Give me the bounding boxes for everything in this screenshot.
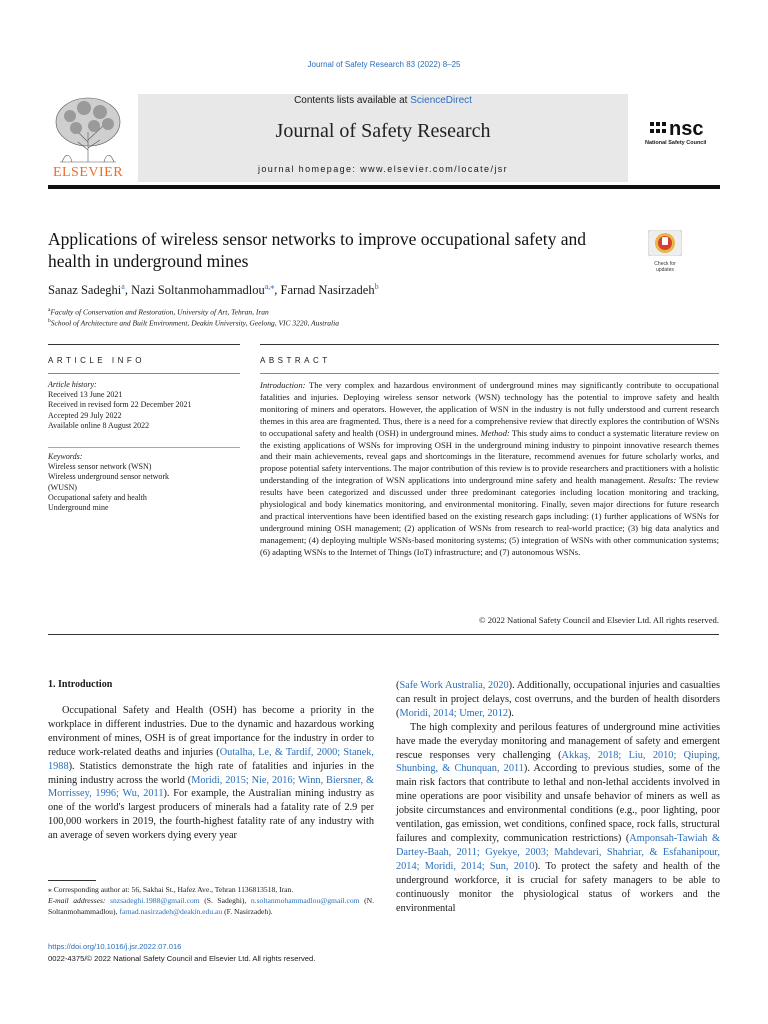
corresponding-author-note: ⁎ Corresponding author at: 56, Sakhai St., Hafez Ave., Tehran 1136813518, Iran. (48, 885, 294, 894)
paragraph: (Safe Work Australia, 2020). Additionally, occupational injuries and casualties can result in project delays, cost overruns, and the burden of health disorders (Moridi, 2014; Umer, 2012). (396, 680, 720, 719)
keyword-item: Wireless underground sensor network (48, 472, 170, 482)
abstract-rule (260, 373, 719, 374)
author-name[interactable]: Farnad Nasirzadeh (280, 283, 375, 298)
sciencedirect-link[interactable]: ScienceDirect (410, 95, 472, 106)
email-link[interactable]: snzsadeghi.1988@gmail.com (109, 896, 200, 905)
abstract-rule-top (260, 344, 719, 345)
email-link[interactable]: n.soltanmohammadlou@gmail.com (250, 896, 360, 905)
keywords-label: Keywords: (48, 452, 83, 461)
paragraph: The high complexity and perilous features of underground mine activities have made the everyday monitoring and management of safety and emergent rescue responses very challenging (Akkaş, 2018; Liu, 2010; Qiuping, Shunbing, & Chunquan, 2011). According to previous studies, some of the main risk factors that contribute to lethal and non-lethal accidents involved in mine operations are poor visibility and unsafe behavior of miners as well as jobsite circumstances and environmental conditions (e.g., poor lighting, poor ventilation, gas emission, wet conditions, confined space, rock falls, structural failures and complexity, communication restrictions) (Amponsah-Tawiah & Dartey-Baah, 2011; Gyekye, 2003; Mahdevari, Shahriar, & Esfahanipour, 2014; Moridi, 2014; Sun, 2010). To protect the safety and health of the underground workforce, it is crucial for safety managers to be able to continuously monitor the physiological status of workers and the environmental (396, 721, 720, 914)
citation-link[interactable]: Moridi, 2015; Nie, 2016; Winn, Biersner, & Morrissey, 1996; Wu, 2011 (48, 774, 375, 800)
keywords (48, 452, 233, 513)
nsc-subtitle: National Safety Council (645, 140, 707, 146)
author-name[interactable]: Sanaz Sadeghi (48, 283, 122, 298)
keyword-item: Occupational safety and health (48, 492, 147, 502)
crossmark-label: Check for updates (654, 261, 676, 273)
elsevier-wordmark: ELSEVIER (52, 165, 124, 180)
footnote-rule (48, 880, 96, 881)
history-item: Available online 8 August 2022 (48, 420, 150, 430)
citation-link[interactable]: Outalha, Le, & Tardif, 2000; Stanek, 1988 (48, 746, 374, 772)
article-info-heading: ARTICLE INFO (48, 356, 145, 365)
contents-line: Contents lists available at ScienceDirect (294, 95, 472, 106)
journal-reference[interactable]: Journal of Safety Research 83 (2022) 8–25 (307, 60, 461, 69)
history-item: Received 13 June 2021 (48, 390, 123, 400)
nsc-dots-icon (648, 117, 728, 139)
nsc-logo-text: nsc (669, 118, 704, 139)
doi-link[interactable]: https://doi.org/10.1016/j.jsr.2022.07.016 (48, 942, 182, 951)
citation-link[interactable]: Safe Work Australia, 2020 (399, 680, 509, 691)
abstract-copyright: © 2022 National Safety Council and Elsevier Ltd. All rights reserved. (479, 615, 719, 625)
email-link[interactable]: farnad.nasirzadeh@deakin.edu.au (119, 907, 223, 916)
journal-title: Journal of Safety Research (275, 120, 491, 142)
abstract-heading: ABSTRACT (260, 356, 331, 365)
history-item: Accepted 29 July 2022 (48, 410, 122, 420)
header-rule (48, 185, 720, 189)
body-left-column: Occupational Safety and Health (OSH) has become a priority in the workplace in different industries. Due to the dynamic and hazardous working environment of mines, OSH is of great importance for the industry in order to reduce work-related deaths and injuries (Outalha, Le, & Tardif, 2000; Stanek, 1988). Statistics demonstrate the high rate of fatalities and injuries in the mining industry across the world (Moridi, 2015; Nie, 2016; Winn, Biersner, & Morrissey, 1996; Wu, 2011). For example, the Australian mining industry as one of the world's largest producers of minerals had a fatality rate of 2.9 per 100,000 workers in 2019, the fourth-highest fatality rate of any industry with an average of seven workers dying every year (48, 705, 375, 842)
author-list: Sanaz Sadeghi$^a$, Nazi Soltanmohammadlou$^{a,⁎}$, Farnad Nasirzadeh$^b$ (48, 282, 379, 298)
email-addresses: E-mail addresses: snzsadeghi.1988@gmail.com (S. Sadeghi), n.soltanmohammadlou@gmail.com (N. Soltanmohammadlou), farnad.nasirzadeh@deakin.edu.au (F. Nasirzadeh). (48, 896, 374, 916)
citation-link[interactable]: Moridi, 2014; Umer, 2012 (399, 707, 508, 719)
history-item: Received in revised form 22 December 2021 (48, 400, 192, 410)
author-affil-mark[interactable]: a (121, 282, 125, 291)
author-affil-mark[interactable]: a,⁎ (264, 282, 275, 291)
abstract-rule-bottom (48, 634, 719, 635)
journal-homepage[interactable]: journal homepage: www.elsevier.com/locate/jsr (257, 164, 509, 174)
footnote (48, 884, 374, 917)
affiliation-b: $^b$School of Architecture and Built Environment, Deakin University, Geelong, VIC 3220, Australia (48, 318, 339, 328)
check-for-updates-button[interactable] (648, 230, 682, 273)
history-label: Article history: (48, 380, 97, 389)
keyword-item: Underground mine (48, 503, 109, 513)
citation-link[interactable]: Amponsah-Tawiah & Dartey-Baah, 2011; Gyekye, 2003; Mahdevari, Shahriar, & Esfahanipour, 2014; Moridi, 2014; Sun, 2010 (396, 832, 720, 872)
author-affil-mark[interactable]: b (374, 282, 379, 291)
crossmark-icon (648, 230, 682, 256)
keyword-item: Wireless sensor network (WSN) (48, 462, 152, 472)
info-rule-top (48, 344, 240, 345)
abstract-text: Introduction: The very complex and hazardous environment of underground mines may significantly contribute to occupational fatalities and injuries. Deploying wireless sensor network (WSN) technology has the potential to improve safety and health monitoring of miners and operators. However, the application of WSN in the industry is not fully understood and current research themes in this area are fragmented. Thus, there is a need for a comprehensive review that directly explores the contribution of WSNs to occupational safety and health (OSH) in underground mines. Method: This study aims to conduct a systematic literature review on the existing applications of WSNs for improving OSH in the underground mining industry to pinpoint innovative research themes and their main achievements, reveal gaps and shortcomings in the literature, recommend avenues for future scholarly works, and propose potential safety interventions. The major contribution of this review is to provide researchers and practitioners with a holistic understanding of the integration of WSN applications into underground mine safety and health management. Results: The review results have been categorized and discussed under three predominant categories including location monitoring and tracking, physiological and body kinematics monitoring, and environmental monitoring. Finally, seven major directions for future research and practical interventions have been identified based on the existing research gaps including: (1) further applications of WSNs for underground mining OSH management; (2) application of WSNs from research to real-world practice; (3) big data analytics and management; (4) deploying multiple WSNs-based monitoring systems; (5) integration of WSNs with other communication systems; (6) adapting WSNs to the Internet of Things (IoT) infrastructure; and (7) autonomous WSNs. (260, 380, 719, 557)
info-rule (48, 373, 240, 374)
citation-link[interactable]: Akkaş, 2018; Liu, 2010; Qiuping, Shunbing, & Chunquan, 2011 (396, 749, 720, 775)
article-history (48, 380, 233, 431)
article-title: Applications of wireless sensor networks to improve occupational safety and health in underground mines (48, 229, 586, 271)
body-right-column (396, 679, 720, 915)
keyword-item: (WUSN) (48, 482, 77, 492)
issn-line: 0022-4375/© 2022 National Safety Council and Elsevier Ltd. All rights reserved. (48, 954, 316, 963)
author-name[interactable]: Nazi Soltanmohammadlou (131, 283, 265, 298)
keywords-rule (48, 447, 240, 448)
section-heading-introduction: 1. Introduction (48, 679, 113, 690)
affiliation-a: $^a$Faculty of Conservation and Restoration, University of Art, Tehran, Iran (48, 307, 269, 317)
